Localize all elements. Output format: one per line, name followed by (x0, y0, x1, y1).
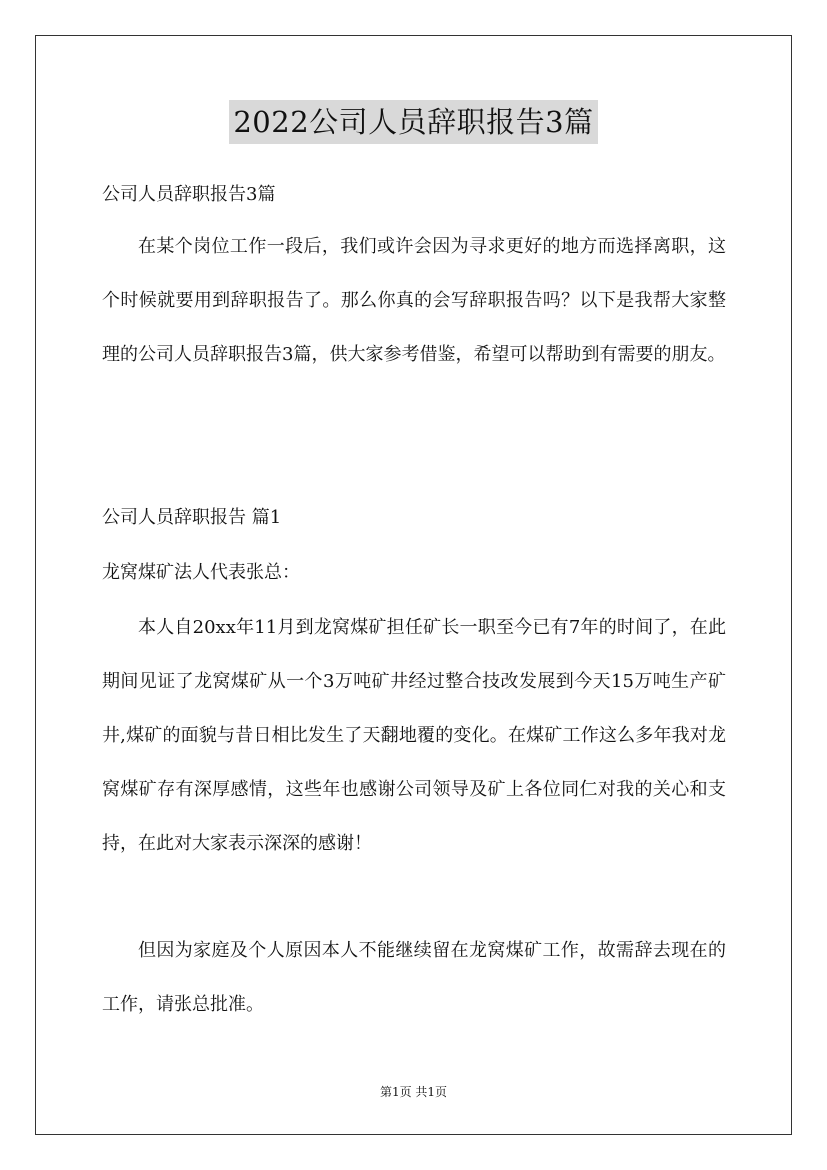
page-footer: 第1页 共1页 (379, 1085, 448, 1099)
body-paragraph-1: 本人自20xx年11月到龙窝煤矿担任矿长一职至今已有7年的时间了，在此期间见证了龙窝煤矿从一个3万吨矿井经过整合技改发展到今天15万吨生产矿井,煤矿的面貌与昔日相比发生了天翻地覆的变化。在煤矿工作这么多年我对龙窝煤矿存有深厚感情，这些年也感谢公司领导及矿上各位同仁对我的关心和支持，在此对大家表示深深的感谢！ (102, 617, 726, 854)
document-title: 2022公司人员辞职报告3篇 (229, 100, 597, 144)
salutation: 龙窝煤矿法人代表张总： (102, 562, 300, 583)
body-paragraph-2: 但因为家庭及个人原因本人不能继续留在龙窝煤矿工作，故需辞去现在的工作，请张总批准。 (102, 940, 726, 1015)
section1-heading: 公司人员辞职报告 篇1 (102, 507, 282, 528)
title-container (0, 100, 827, 144)
intro-paragraph: 在某个岗位工作一段后，我们或许会因为寻求更好的地方而选择离职，这个时候就要用到辞职报告了。那么你真的会写辞职报告吗？以下是我帮大家整理的公司人员辞职报告3篇，供大家参考借鉴，希望可以帮助到有需要的朋友。 (102, 236, 726, 365)
main-heading: 公司人员辞职报告3篇 (102, 184, 276, 205)
